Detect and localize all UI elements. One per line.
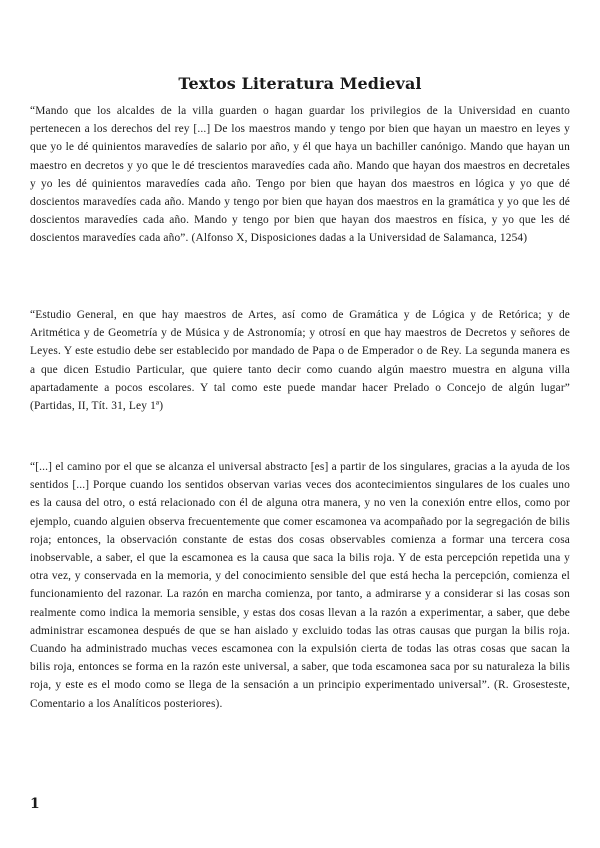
quote-alfonso-x: “Mando que los alcaldes de la villa guarden o hagan guardar los privilegios de la Universidad en cuanto pertenecen a los derechos del rey [...] De los maestros mando y tengo por bien que hayan un maestro en leyes y que yo le dé quinientos maravedíes de salario por año, y él que haya un bachiller canónigo. Mando que hayan un maestro en decretos y yo que le dé trescientos maravedíes cada año. Mando que hayan dos maestros en decretales y yo les dé quinientos maravedíes cada año. Tengo por bien que hayan dos maestros en lógica y yo que dé doscientos maravedíes cada año. Mando y tengo por bien que hayan dos maestros en la gramática y yo que les dé doscientos maravedíes cada año. Mando y tengo por bien que hayan dos maestros en física, y yo que les dé doscientos maravedíes cada año”. (Alfonso X, Disposiciones dadas a la Universidad de Salamanca, 1254) [30, 105, 570, 245]
page-number: 1 [30, 796, 40, 812]
quote-partidas: “Estudio General, en que hay maestros de Artes, así como de Gramática y de Lógica y de Retórica; y de Aritmética y de Geometría y de Música y de Astronomía; y otrosí en que hay maestros de Decretos y señores de Leyes. Y este estudio debe ser establecido por mandado de Papa o de Emperador o de Rey. La segunda manera es a que dicen Estudio Particular, que quiere tanto decir como cuando algún maestro muestra en alguna villa apartadamente a pocos escolares. Y tal como este puede mandar hacer Prelado o Concejo de algún lugar” (Partidas, II, Tít. 31, Ley 1ª) [30, 309, 570, 413]
quote-grosesteste: “[...] el camino por el que se alcanza el universal abstracto [es] a partir de los singulares, gracias a la ayuda de los sentidos [...] Porque cuando los sentidos observan varias veces dos acontecimientos singulares de los cuales uno es la causa del otro, o está relacionado con él de alguna otra manera, y no ven la conexión entre ellos, como por ejemplo, cuando alguien observa frecuentemente que comer escamonea va acompañado por la segregación de bilis roja; entonces, la observación constante de estas dos cosas observables comienza a formar una tercera cosa inobservable, a saber, el que la escamonea es la causa que saca la bilis roja. Y de esta percepción repetida una y otra vez, y conservada en la memoria, y del conocimiento sensible del que está hecha la percepción, comienza el funcionamiento del razonar. La razón en marcha comienza, por tanto, a admirarse y a considerar si las cosas son realmente como indica la memoria sensible, y estas dos cosas llevan a la razón a experimentar, a saber, que debe administrar escamonea después de que se han aislado y excluido todas las otras causas que purgan la bilis roja. Cuando ha administrado muchas veces escamonea con la expulsión cierta de todas las otras cosas que sacan la bilis roja, entonces se forma en la razón este universal, a saber, que toda escamonea saca por su naturaleza la bilis roja, y este es el modo como se llega de la sensación a un principio experimentado universal”. (R. Grosesteste, Comentario a los Analíticos posteriores). [30, 461, 570, 710]
page-title: Textos Literatura Medieval [178, 74, 422, 93]
